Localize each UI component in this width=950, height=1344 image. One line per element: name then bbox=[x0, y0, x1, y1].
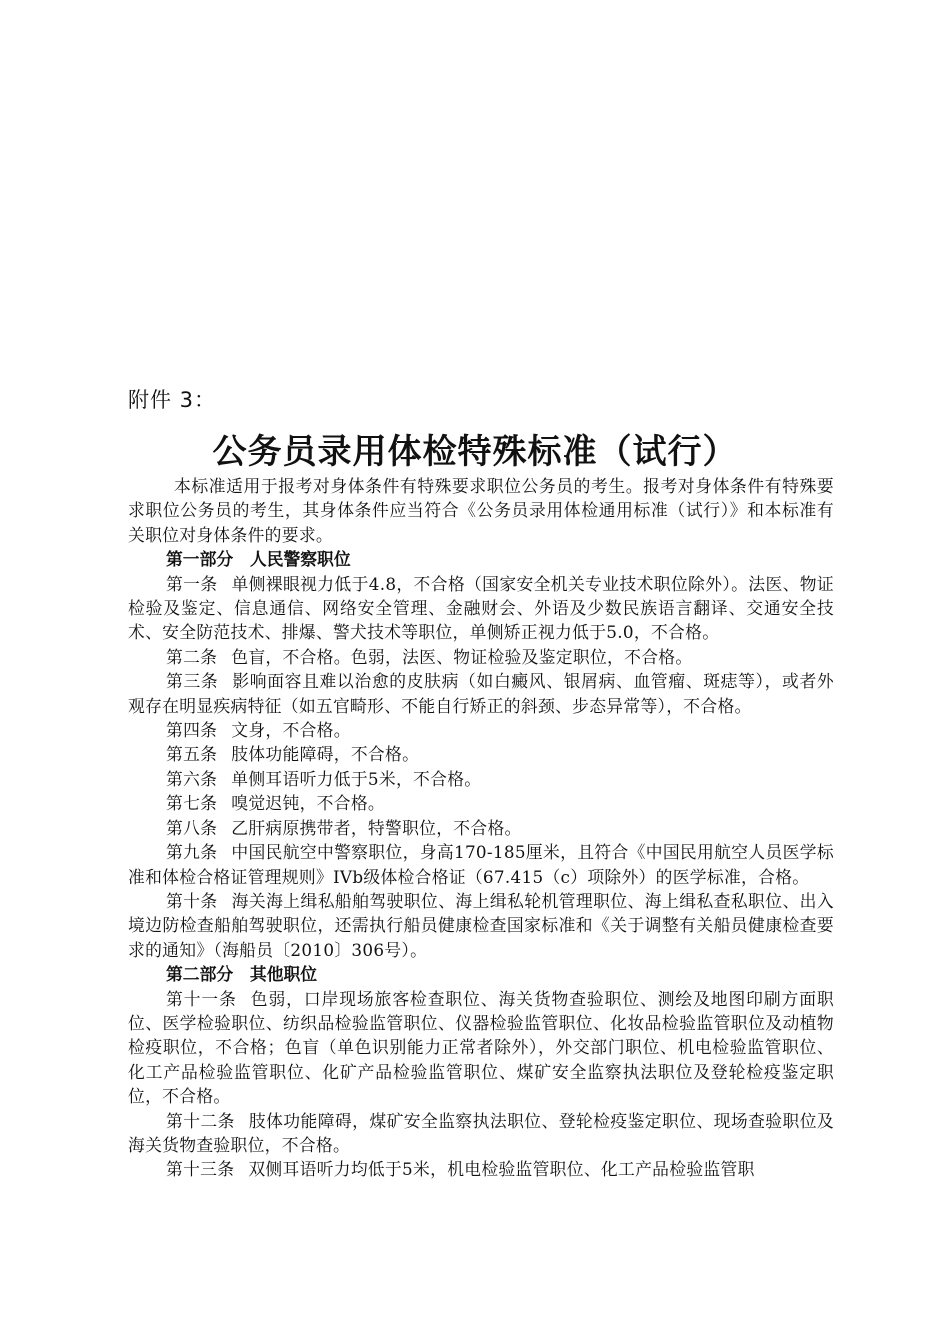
article-6 bbox=[128, 767, 834, 791]
article-11 bbox=[128, 987, 834, 1109]
article-number: 第四条 bbox=[166, 720, 218, 741]
article-text: 中国民航空中警察职位，身高170-185厘米，且符合《中国民用航空人员医学标准和体检合格证管理规则》IVb级体检合格证（67.415（c）项除外）的医学标准，合格。 bbox=[128, 842, 834, 887]
article-8 bbox=[128, 816, 834, 840]
article-4 bbox=[128, 718, 834, 742]
article-text: 嗅觉迟钝，不合格。 bbox=[231, 793, 385, 814]
article-text: 影响面容且难以治愈的皮肤病（如白癜风、银屑病、血管瘤、斑痣等），或者外观存在明显疾病特征（如五官畸形、不能自行矫正的斜颈、步态异常等），不合格。 bbox=[128, 671, 834, 716]
article-10 bbox=[128, 889, 834, 962]
article-text: 文身，不合格。 bbox=[231, 720, 351, 741]
article-2 bbox=[128, 645, 834, 669]
article-number: 第十一条 bbox=[166, 988, 237, 1009]
article-7 bbox=[128, 791, 834, 815]
document-title: 公务员录用体检特殊标准（试行） bbox=[212, 432, 738, 472]
article-12 bbox=[128, 1109, 834, 1158]
article-text: 肢体功能障碍，煤矿安全监察执法职位、登轮检疫鉴定职位、现场查验职位及海关货物查验职位，不合格。 bbox=[128, 1110, 834, 1155]
article-text: 单侧耳语听力低于5米，不合格。 bbox=[231, 768, 482, 789]
article-number: 第十条 bbox=[166, 890, 218, 911]
article-number: 第三条 bbox=[166, 671, 219, 692]
intro-paragraph: 本标准适用于报考对身体条件有特殊要求职位公务员的考生。报考对身体条件有特殊要求职位公务员的考生，其身体条件应当符合《公务员录用体检通用标准（试行）》和本标准有关职位对身体条件的要求。 bbox=[128, 476, 834, 545]
article-13 bbox=[128, 1157, 834, 1181]
article-number: 第八条 bbox=[166, 817, 218, 838]
article-number: 第十二条 bbox=[166, 1110, 235, 1131]
article-number: 第九条 bbox=[166, 842, 218, 863]
article-text: 色弱，口岸现场旅客检查职位、海关货物查验职位、测绘及地图印刷方面职位、医学检验职位、纺织品检验监管职位、仪器检验监管职位、化妆品检验监管职位及动植物检疫职位，不合格；色盲（单色识别能力正常者除外），外交部门职位、机电检验监管职位、化工产品检验监管职位、化矿产品检验监管职位、煤矿安全监察执法职位及登轮检疫鉴定职位，不合格。 bbox=[128, 988, 835, 1107]
article-text: 单侧裸眼视力低于4.8，不合格（国家安全机关专业技术职位除外）。法医、物证检验及鉴定、信息通信、网络安全管理、金融财会、外语及少数民族语言翻译、交通安全技术、安全防范技术、排爆、警犬技术等职位，单侧矫正视力低于5.0，不合格。 bbox=[128, 573, 834, 643]
article-text: 色盲，不合格。色弱，法医、物证检验及鉴定职位，不合格。 bbox=[231, 646, 693, 667]
article-number: 第五条 bbox=[166, 744, 218, 765]
article-number: 第七条 bbox=[166, 793, 218, 814]
article-text: 乙肝病原携带者，特警职位，不合格。 bbox=[231, 817, 522, 838]
section-heading-other: 第二部分 其他职位 bbox=[166, 964, 318, 985]
article-number: 第六条 bbox=[166, 768, 218, 789]
section-heading-police: 第一部分 人民警察职位 bbox=[166, 549, 351, 570]
document-body bbox=[128, 474, 834, 1182]
article-5 bbox=[128, 742, 834, 766]
article-number: 第二条 bbox=[166, 646, 218, 667]
article-number: 第一条 bbox=[166, 573, 218, 594]
article-text: 双侧耳语听力均低于5米，机电检验监管职位、化工产品检验监管职 bbox=[248, 1159, 755, 1180]
article-1 bbox=[128, 572, 834, 645]
attachment-label: 附件 3： bbox=[128, 388, 217, 412]
article-number: 第十三条 bbox=[166, 1159, 235, 1180]
article-9 bbox=[128, 840, 834, 889]
article-3 bbox=[128, 669, 834, 718]
article-text: 肢体功能障碍，不合格。 bbox=[231, 744, 420, 765]
article-text: 海关海上缉私船舶驾驶职位、海上缉私轮机管理职位、海上缉私查私职位、出入境边防检查船舶驾驶职位，还需执行船员健康检查国家标准和《关于调整有关船员健康检查要求的通知》（海船员〔2010〕306号）。 bbox=[128, 890, 834, 960]
